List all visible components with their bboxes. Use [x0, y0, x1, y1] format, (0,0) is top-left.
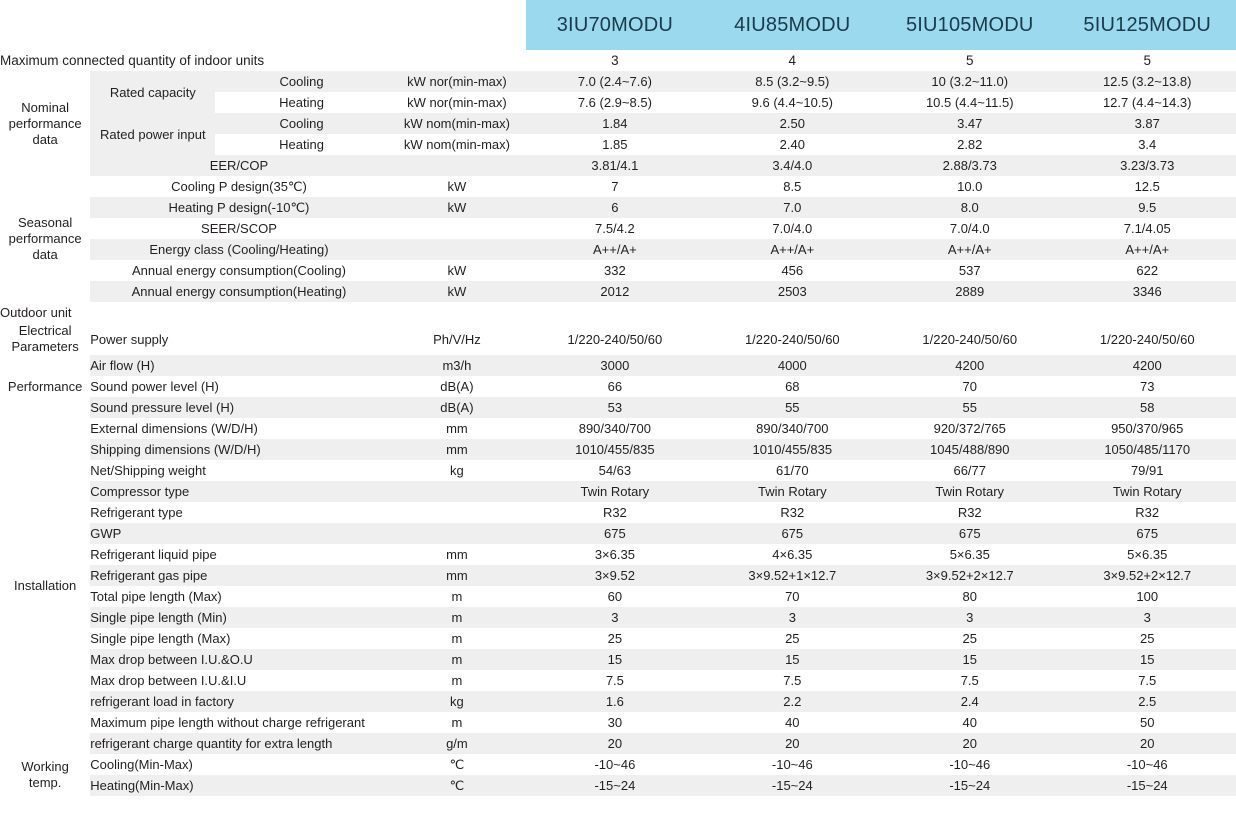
row-value: 15 — [881, 649, 1058, 670]
max-connected-label: Maximum connected quantity of indoor units — [0, 50, 526, 71]
table-row — [0, 197, 1236, 218]
row-value: 53 — [526, 397, 703, 418]
row-value: R32 — [704, 502, 881, 523]
row-unit-heating-power: kW nom(min-max) — [388, 134, 526, 155]
row-value: 80 — [881, 586, 1058, 607]
row-value: 20 — [1058, 733, 1236, 754]
row-value: 1/220-240/50/60 — [1058, 323, 1236, 355]
row-value: 15 — [704, 649, 881, 670]
group-installation — [0, 418, 90, 754]
table-row — [0, 113, 1236, 134]
row-unit: mm — [388, 544, 526, 565]
row-item-single-pipe-max: Single pipe length (Max) — [90, 628, 387, 649]
group-electrical-line1: Electrical — [18, 323, 72, 338]
row-unit: dB(A) — [388, 376, 526, 397]
group-nominal-line1: Nominal — [21, 99, 69, 115]
row-value: 66/77 — [881, 460, 1058, 481]
row-item-external-dimensions: External dimensions (W/D/H) — [90, 418, 387, 439]
row-value: 1/220-240/50/60 — [881, 323, 1058, 355]
row-value: 2.50 — [704, 113, 881, 134]
row-value: 20 — [704, 733, 881, 754]
model-header-3: 5IU105MODU — [881, 0, 1058, 50]
row-value: 6 — [526, 197, 703, 218]
row-value: 25 — [881, 628, 1058, 649]
row-unit — [388, 523, 526, 544]
row-value: -10~46 — [881, 754, 1058, 775]
row-value: 12.7 (4.4~14.3) — [1058, 92, 1236, 113]
row-value: 10 (3.2~11.0) — [881, 71, 1058, 92]
table-row — [0, 239, 1236, 260]
row-value: 332 — [526, 260, 703, 281]
row-value: 3.87 — [1058, 113, 1236, 134]
row-value: 7 — [526, 176, 703, 197]
row-unit: mm — [388, 418, 526, 439]
row-item-working-heating: Heating(Min-Max) — [90, 775, 387, 796]
row-unit: m — [388, 670, 526, 691]
row-value: 456 — [704, 260, 881, 281]
row-value: 2.2 — [704, 691, 881, 712]
row-unit-cooling-power: kW nom(min-max) — [388, 113, 526, 134]
row-value: 3×9.52+2×12.7 — [1058, 565, 1236, 586]
group-working-line2: temp. — [28, 775, 62, 790]
table-row — [0, 649, 1236, 670]
row-value: 3×9.52+2×12.7 — [881, 565, 1058, 586]
row-value: 3.23/3.73 — [1058, 155, 1236, 176]
row-unit: dB(A) — [388, 397, 526, 418]
row-unit: m — [388, 628, 526, 649]
row-unit — [388, 239, 526, 260]
table-row — [0, 376, 1236, 397]
row-value: 70 — [704, 586, 881, 607]
row-item-refrigerant-charge-extra-text: refrigerant charge quantity for extra length — [90, 736, 333, 751]
group-seasonal-line3: data — [32, 247, 58, 262]
row-item-heating-p-design: Heating P design(-10℃) — [90, 197, 387, 218]
row-value: 920/372/765 — [881, 418, 1058, 439]
row-value: 50 — [1058, 712, 1236, 733]
row-value: R32 — [526, 502, 703, 523]
group-working-temp — [0, 754, 90, 796]
table-row — [0, 712, 1236, 733]
row-unit: mm — [388, 565, 526, 586]
row-value: 2.4 — [881, 691, 1058, 712]
table-row — [0, 775, 1236, 796]
max-connected-value-1: 3 — [526, 50, 703, 71]
table-row — [0, 71, 1236, 92]
row-item-sound-power: Sound power level (H) — [90, 376, 387, 397]
row-value: 30 — [526, 712, 703, 733]
row-value: 1/220-240/50/60 — [526, 323, 703, 355]
row-value: 100 — [1058, 586, 1236, 607]
table-row — [0, 481, 1236, 502]
row-value: 3 — [881, 607, 1058, 628]
row-unit: m3/h — [388, 355, 526, 376]
row-unit: ℃ — [388, 775, 526, 796]
row-item-compressor-type: Compressor type — [90, 481, 387, 502]
row-value: 3×6.35 — [526, 544, 703, 565]
row-value: 8.0 — [881, 197, 1058, 218]
row-item-net-shipping-weight: Net/Shipping weight — [90, 460, 387, 481]
row-value: Twin Rotary — [881, 481, 1058, 502]
row-value: Twin Rotary — [1058, 481, 1236, 502]
row-item-cooling-capacity: Cooling — [215, 71, 387, 92]
row-value: 4200 — [1058, 355, 1236, 376]
row-unit — [388, 502, 526, 523]
row-value: 7.0/4.0 — [704, 218, 881, 239]
row-value: 9.6 (4.4~10.5) — [704, 92, 881, 113]
row-item-max-drop-iu-iu: Max drop between I.U.&I.U — [90, 670, 387, 691]
row-value: -10~46 — [526, 754, 703, 775]
row-unit: ℃ — [388, 754, 526, 775]
row-item-cooling-power: Cooling — [215, 113, 387, 134]
row-value: 3.47 — [881, 113, 1058, 134]
group-seasonal-line2: performance — [8, 231, 82, 246]
row-item-power-supply: Power supply — [90, 323, 387, 355]
row-value: R32 — [1058, 502, 1236, 523]
row-item-working-cooling: Cooling(Min-Max) — [90, 754, 387, 775]
table-row — [0, 418, 1236, 439]
row-unit-cooling-capacity: kW nor(min-max) — [388, 71, 526, 92]
row-value: 73 — [1058, 376, 1236, 397]
row-value: -15~24 — [526, 775, 703, 796]
table-row — [0, 670, 1236, 691]
outdoor-unit-title: Outdoor unit — [0, 302, 1236, 323]
row-unit: kW — [388, 281, 526, 302]
row-value: -10~46 — [1058, 754, 1236, 775]
row-value: 25 — [1058, 628, 1236, 649]
row-value: 15 — [526, 649, 703, 670]
rated-capacity-label: Rated capacity — [90, 71, 215, 113]
table-row — [0, 460, 1236, 481]
row-value: 8.5 — [704, 176, 881, 197]
row-unit: m — [388, 607, 526, 628]
row-value: 7.5 — [881, 670, 1058, 691]
row-item-max-drop-iu-ou: Max drop between I.U.&O.U — [90, 649, 387, 670]
row-value: 675 — [526, 523, 703, 544]
row-value: 66 — [526, 376, 703, 397]
table-row — [0, 586, 1236, 607]
row-item-air-flow: Air flow (H) — [90, 355, 387, 376]
row-item-seer-scop: SEER/SCOP — [90, 218, 387, 239]
model-header-1: 3IU70MODU — [526, 0, 703, 50]
row-value: 55 — [704, 397, 881, 418]
row-item-cooling-p-design: Cooling P design(35℃) — [90, 176, 387, 197]
row-value: 2.40 — [704, 134, 881, 155]
table-row — [0, 502, 1236, 523]
row-value: A++/A+ — [526, 239, 703, 260]
row-value: 10.5 (4.4~11.5) — [881, 92, 1058, 113]
row-value: 3×9.52 — [526, 565, 703, 586]
row-item-sound-pressure: Sound pressure level (H) — [90, 397, 387, 418]
group-seasonal-line1: Seasonal — [18, 215, 73, 230]
row-unit-eer-cop — [388, 155, 526, 176]
max-connected-value-4: 5 — [1058, 50, 1236, 71]
table-row — [0, 628, 1236, 649]
row-item-refrigerant-charge-extra — [90, 733, 387, 754]
row-value: 10.0 — [881, 176, 1058, 197]
row-value: 15 — [1058, 649, 1236, 670]
row-value: 7.0/4.0 — [881, 218, 1058, 239]
row-unit: mm — [388, 439, 526, 460]
table-row — [0, 355, 1236, 376]
row-unit: m — [388, 586, 526, 607]
row-value: Twin Rotary — [704, 481, 881, 502]
row-value: 12.5 (3.2~13.8) — [1058, 71, 1236, 92]
row-unit: kW — [388, 176, 526, 197]
row-item-refrigerant-type: Refrigerant type — [90, 502, 387, 523]
row-item-max-pipe-no-charge-text: Maximum pipe length without charge refrigerant — [90, 715, 365, 730]
row-item-gas-pipe: Refrigerant gas pipe — [90, 565, 387, 586]
row-value: 60 — [526, 586, 703, 607]
row-value: -15~24 — [881, 775, 1058, 796]
row-value: A++/A+ — [881, 239, 1058, 260]
row-value: A++/A+ — [1058, 239, 1236, 260]
row-unit — [388, 481, 526, 502]
row-value: 79/91 — [1058, 460, 1236, 481]
max-connected-row — [0, 50, 1236, 71]
row-value: 54/63 — [526, 460, 703, 481]
row-unit: kW — [388, 260, 526, 281]
row-item-annual-cooling: Annual energy consumption(Cooling) — [90, 260, 387, 281]
row-value: 3×9.52+1×12.7 — [704, 565, 881, 586]
row-value: 4×6.35 — [704, 544, 881, 565]
row-value: 3.4/4.0 — [704, 155, 881, 176]
row-value: 7.5 — [1058, 670, 1236, 691]
row-item-eer-cop: EER/COP — [90, 155, 387, 176]
row-value: 7.5 — [704, 670, 881, 691]
row-value: 675 — [881, 523, 1058, 544]
group-nominal-performance — [0, 71, 90, 176]
group-electrical-line2: Parameters — [11, 339, 79, 354]
row-value: 1.84 — [526, 113, 703, 134]
row-value: 950/370/965 — [1058, 418, 1236, 439]
outdoor-unit-title-row — [0, 302, 1236, 323]
row-item-total-pipe-length: Total pipe length (Max) — [90, 586, 387, 607]
row-value: 2.82 — [881, 134, 1058, 155]
row-value: 7.5/4.2 — [526, 218, 703, 239]
table-row — [0, 260, 1236, 281]
row-value: 3000 — [526, 355, 703, 376]
group-nominal-line2: performance — [8, 115, 82, 131]
row-value: 40 — [881, 712, 1058, 733]
row-value: 5×6.35 — [1058, 544, 1236, 565]
row-value: 7.5 — [526, 670, 703, 691]
table-row — [0, 523, 1236, 544]
group-performance — [0, 355, 90, 418]
table-row — [0, 544, 1236, 565]
table-header-row — [0, 0, 1236, 50]
table-row — [0, 281, 1236, 302]
model-header-2: 4IU85MODU — [704, 0, 881, 50]
table-row — [0, 439, 1236, 460]
row-unit: kW — [388, 197, 526, 218]
row-unit: kg — [388, 460, 526, 481]
row-value: 20 — [881, 733, 1058, 754]
row-item-gwp: GWP — [90, 523, 387, 544]
table-row — [0, 176, 1236, 197]
table-row — [0, 155, 1236, 176]
row-value: 61/70 — [704, 460, 881, 481]
row-item-heating-capacity: Heating — [215, 92, 387, 113]
row-value: 55 — [881, 397, 1058, 418]
table-row — [0, 565, 1236, 586]
row-value: 622 — [1058, 260, 1236, 281]
table-row — [0, 607, 1236, 628]
row-unit: m — [388, 649, 526, 670]
row-value: 1.85 — [526, 134, 703, 155]
row-value: 3.81/4.1 — [526, 155, 703, 176]
row-item-annual-heating: Annual energy consumption(Heating) — [90, 281, 387, 302]
row-unit: Ph/V/Hz — [388, 323, 526, 355]
group-nominal-line3: data — [32, 131, 58, 147]
table-row — [0, 754, 1236, 775]
row-value: 58 — [1058, 397, 1236, 418]
row-value: 7.0 — [704, 197, 881, 218]
row-value: 70 — [881, 376, 1058, 397]
row-unit: m — [388, 712, 526, 733]
row-value: 7.6 (2.9~8.5) — [526, 92, 703, 113]
row-value: 890/340/700 — [704, 418, 881, 439]
table-row — [0, 218, 1236, 239]
row-value: 1050/485/1170 — [1058, 439, 1236, 460]
table-row — [0, 397, 1236, 418]
row-value: 20 — [526, 733, 703, 754]
row-item-liquid-pipe: Refrigerant liquid pipe — [90, 544, 387, 565]
row-unit-heating-capacity: kW nor(min-max) — [388, 92, 526, 113]
row-value: 1010/455/835 — [704, 439, 881, 460]
row-value: Twin Rotary — [526, 481, 703, 502]
row-value: 2.5 — [1058, 691, 1236, 712]
header-blank — [0, 0, 526, 50]
row-value: -15~24 — [1058, 775, 1236, 796]
row-item-refrigerant-load-factory: refrigerant load in factory — [90, 691, 387, 712]
row-value: 3 — [526, 607, 703, 628]
row-value: 3.4 — [1058, 134, 1236, 155]
row-value: 12.5 — [1058, 176, 1236, 197]
row-value: 25 — [704, 628, 881, 649]
row-value: 68 — [704, 376, 881, 397]
row-value: 890/340/700 — [526, 418, 703, 439]
row-value: -10~46 — [704, 754, 881, 775]
group-seasonal-performance — [0, 176, 90, 302]
group-working-line1: Working — [21, 759, 69, 774]
row-item-shipping-dimensions: Shipping dimensions (W/D/H) — [90, 439, 387, 460]
row-item-heating-power: Heating — [215, 134, 387, 155]
row-value: 25 — [526, 628, 703, 649]
table-row — [0, 323, 1236, 355]
table-row — [0, 691, 1236, 712]
row-unit: g/m — [388, 733, 526, 754]
row-value: 40 — [704, 712, 881, 733]
table-row — [0, 733, 1236, 754]
row-value: 2503 — [704, 281, 881, 302]
group-installation-label: Installation — [14, 578, 77, 593]
group-electrical-parameters — [0, 323, 90, 355]
rated-power-input-label: Rated power input — [90, 113, 215, 155]
row-value: 1045/488/890 — [881, 439, 1058, 460]
row-value: 1.6 — [526, 691, 703, 712]
row-value: 675 — [1058, 523, 1236, 544]
row-item-max-pipe-no-charge — [90, 712, 387, 733]
row-value: 5×6.35 — [881, 544, 1058, 565]
row-item-energy-class: Energy class (Cooling/Heating) — [90, 239, 387, 260]
row-unit: kg — [388, 691, 526, 712]
row-value: -15~24 — [704, 775, 881, 796]
row-value: R32 — [881, 502, 1058, 523]
group-performance-label: Performance — [7, 378, 83, 394]
row-value: 2889 — [881, 281, 1058, 302]
row-value: 4200 — [881, 355, 1058, 376]
row-value: 3 — [704, 607, 881, 628]
row-value: 537 — [881, 260, 1058, 281]
row-value: 1/220-240/50/60 — [704, 323, 881, 355]
row-value: 8.5 (3.2~9.5) — [704, 71, 881, 92]
row-value: 675 — [704, 523, 881, 544]
row-value: 2.88/3.73 — [881, 155, 1058, 176]
model-header-4: 5IU125MODU — [1058, 0, 1236, 50]
max-connected-value-3: 5 — [881, 50, 1058, 71]
row-value: 7.0 (2.4~7.6) — [526, 71, 703, 92]
row-item-single-pipe-min: Single pipe length (Min) — [90, 607, 387, 628]
row-value: 1010/455/835 — [526, 439, 703, 460]
row-value: 4000 — [704, 355, 881, 376]
row-value: 2012 — [526, 281, 703, 302]
row-value: 9.5 — [1058, 197, 1236, 218]
row-value: A++/A+ — [704, 239, 881, 260]
row-unit — [388, 218, 526, 239]
max-connected-value-2: 4 — [704, 50, 881, 71]
row-value: 3346 — [1058, 281, 1236, 302]
row-value: 7.1/4.05 — [1058, 218, 1236, 239]
row-value: 3 — [1058, 607, 1236, 628]
